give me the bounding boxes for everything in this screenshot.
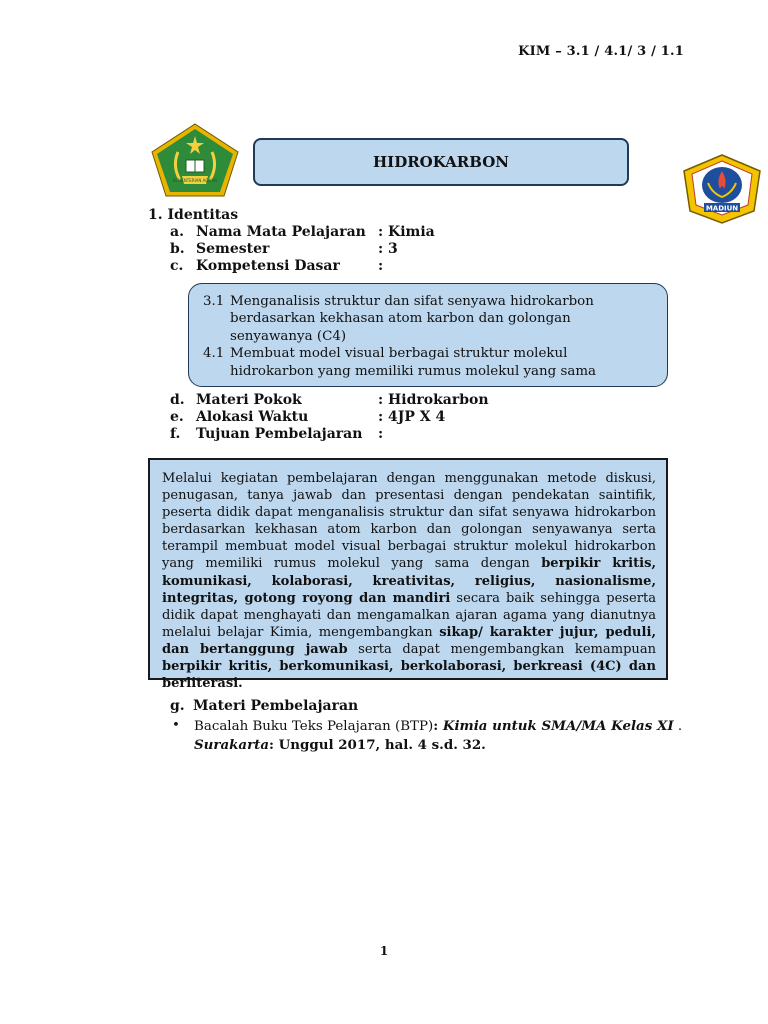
row-label: Nama Mata Pelajaran (196, 224, 366, 240)
row-value: : 3 (378, 241, 398, 257)
tujuan-text: serta dapat mengembangkan kemampuan (347, 641, 657, 657)
publisher-city: Surakarta (194, 737, 270, 753)
identitas-row-subject (170, 224, 435, 240)
kompetensi-text: Membuat model visual berbagai struktur molekul hidrokarbon yang memiliki rumus molekul yang sama (230, 346, 597, 379)
kompetensi-item (203, 293, 655, 345)
document-title: HIDROKARBON (253, 138, 629, 186)
kemenag-logo-text: KEMENTERIAN AGAMA (172, 178, 218, 183)
row-letter: a. (170, 224, 184, 240)
row-letter: b. (170, 241, 185, 257)
identitas-row-tujuan (170, 426, 383, 442)
tujuan-text: secara baik sehingga peserta didik dapat menghayati dan mengamalkan ajaran agama yang dianutnya melalui belajar Kimia, mengembangkan (162, 590, 656, 640)
kemenag-logo (150, 122, 240, 202)
row-label: Alokasi Waktu (196, 409, 309, 425)
kompetensi-number: 3.1 (203, 294, 225, 309)
materi-text: Bacalah Buku Teks Pelajaran (BTP) (194, 719, 434, 734)
row-letter: f. (170, 426, 181, 442)
row-value: : 4JP X 4 (378, 409, 446, 425)
section-identitas-heading: 1. Identitas (148, 207, 239, 223)
materi-bullet-item (172, 717, 692, 755)
row-letter: c. (170, 258, 184, 274)
tujuan-text: Melalui kegiatan pembelajaran dengan menggunakan metode diskusi, penugasan, tanya jawab dan presentasi dengan pendekatan saintifik, peserta didik dapat menganalisis struktur dan sifat senyawa hidrokarbon berdasarkan kekhasan atom karbon dan golongan senyawanya serta terampil membuat model visual berbagai struktur molekul hidrokarbon yang memiliki rumus molekul yang sama dengan (162, 471, 656, 572)
materi-text-bold: : (433, 718, 443, 734)
page-number: 1 (379, 944, 389, 958)
tujuan-pembelajaran-box (148, 458, 668, 692)
materi-pembelajaran-heading (170, 698, 358, 714)
row-value: : (378, 426, 384, 442)
identitas-row-semester (170, 241, 398, 257)
row-value: : (378, 258, 384, 274)
document-code: KIM – 3.1 / 4.1/ 3 / 1.1 (518, 44, 684, 59)
bullet-icon: • (172, 718, 180, 733)
book-title: Kimia untuk SMA/MA Kelas XI (442, 718, 674, 734)
tujuan-bold-character: sikap/ karakter jujur, peduli, dan bertanggung jawab (162, 624, 656, 657)
publisher-details: : Unggul 2017, hal. 4 s.d. 32. (269, 737, 486, 753)
kompetensi-item (203, 345, 655, 380)
materi-reference (194, 717, 692, 755)
row-letter: e. (170, 409, 184, 425)
row-value: : Kimia (378, 224, 435, 240)
row-letter: d. (170, 392, 185, 408)
madiun-logo-text: MADIUN (705, 204, 739, 213)
row-label: Semester (196, 241, 270, 257)
tujuan-bold-skills: berpikir kritis, berkomunikasi, berkolaborasi, berkreasi (4C) dan berliterasi. (162, 659, 656, 692)
tujuan-bold-values: berpikir kritis, komunikasi, kolaborasi, kreativitas, religius, nasionalisme, integritas, gotong royong dan mandiri (162, 556, 656, 606)
identitas-row-materi-pokok (170, 392, 489, 408)
kompetensi-number: 4.1 (203, 346, 225, 362)
identitas-row-kompetensi (170, 258, 383, 274)
row-letter: g. (170, 698, 185, 714)
row-label: Tujuan Pembelajaran (196, 426, 363, 442)
identitas-row-alokasi-waktu (170, 409, 445, 425)
row-label: Kompetensi Dasar (196, 258, 340, 274)
madiun-logo (682, 153, 762, 229)
kompetensi-text: Menganalisis struktur dan sifat senyawa hidrokarbon berdasarkan kekhasan atom karbon dan golongan senyawanya (C4) (230, 294, 594, 344)
kompetensi-dasar-box (188, 283, 668, 387)
row-value: : Hidrokarbon (378, 392, 489, 408)
row-label: Materi Pembelajaran (193, 698, 359, 714)
row-label: Materi Pokok (196, 392, 302, 408)
materi-text: . (673, 719, 683, 734)
